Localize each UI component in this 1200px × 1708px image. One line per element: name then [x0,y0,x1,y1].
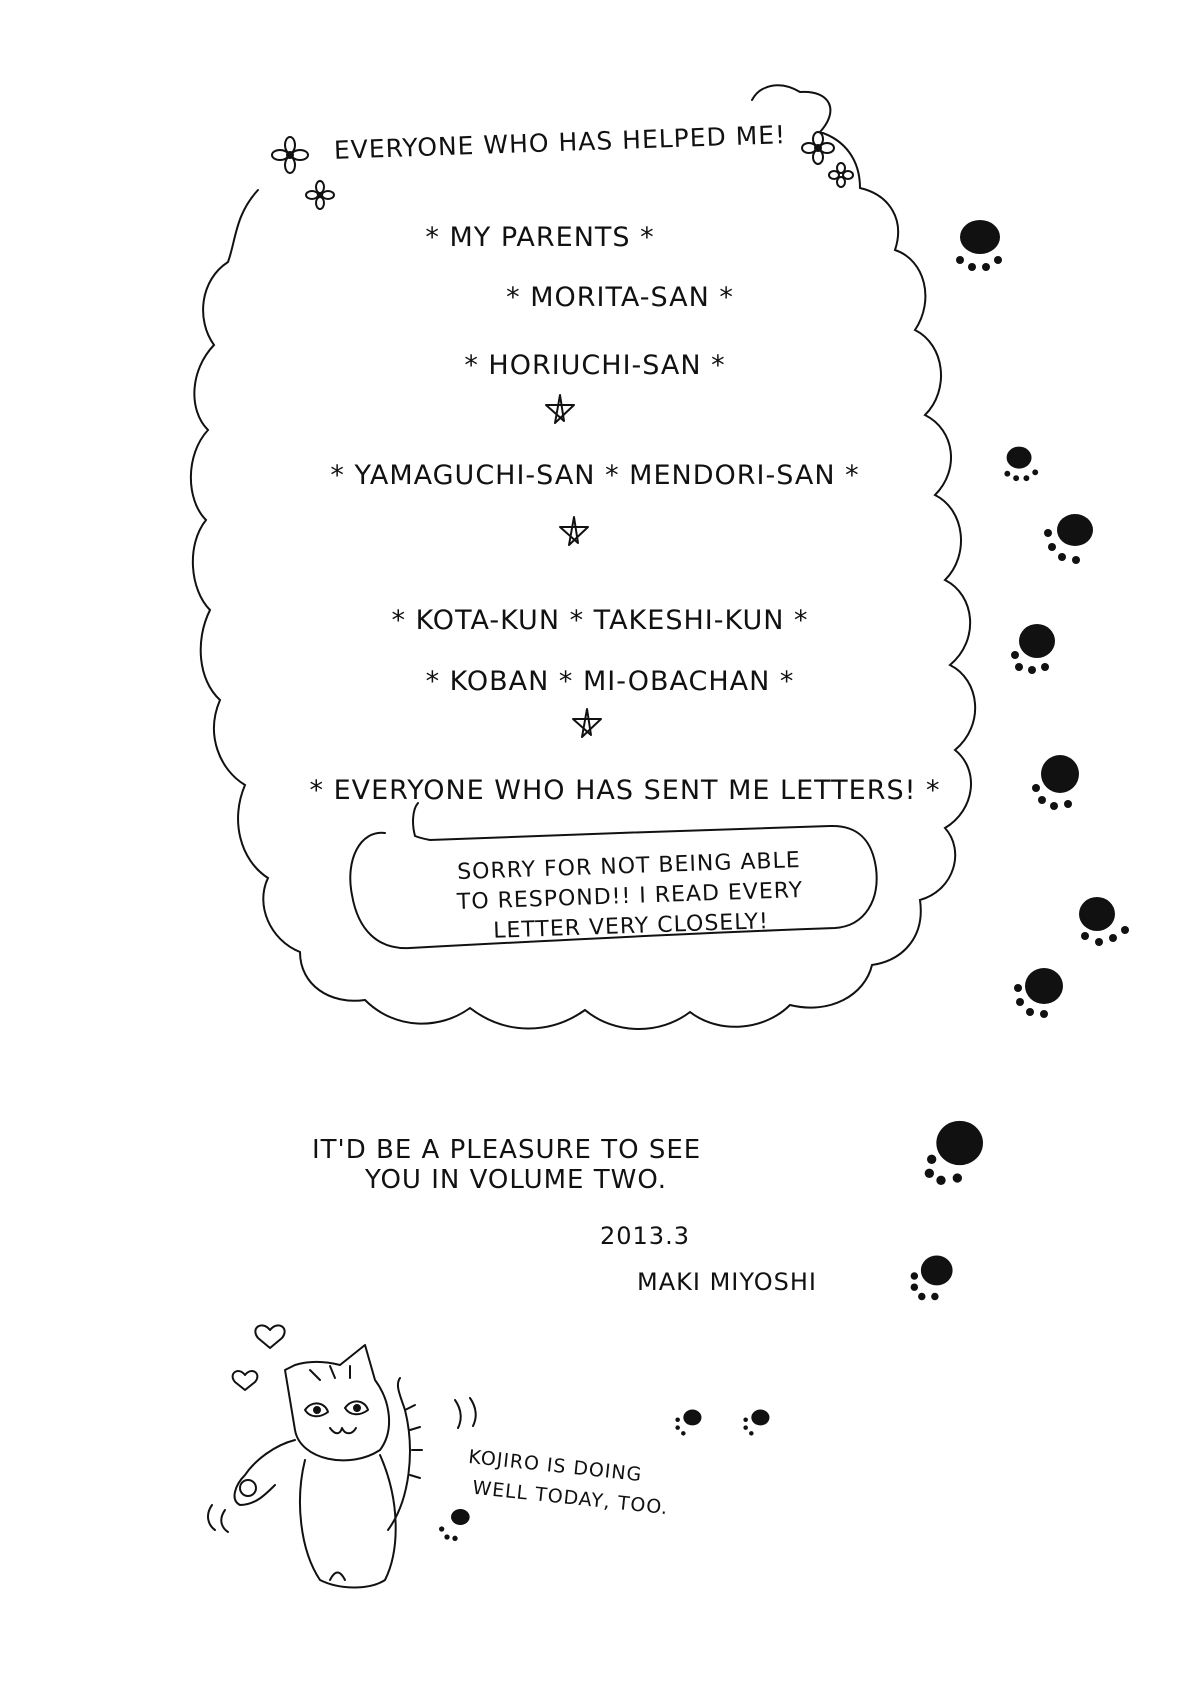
paw-print-icon [1000,440,1044,484]
closing-date: 2013.3 [600,1222,690,1250]
thanks-line: * YAMAGUCHI-SAN * MENDORI-SAN * [330,460,860,491]
paw-print-icon [740,1405,774,1439]
thanks-line: * KOTA-KUN * TAKESHI-KUN * [391,605,809,636]
thanks-line: * HORIUCHI-SAN * [464,350,726,381]
thanks-line: * MORITA-SAN * [506,282,734,313]
cat-caption-line-2: WELL TODAY, TOO. [471,1476,670,1520]
letters-note: SORRY FOR NOT BEING ABLE TO RESPOND!! I READ EVERY LETTER VERY CLOSELY! [456,848,804,944]
thanks-line: * MY PARENTS * [425,222,655,253]
flower-icon [828,162,854,188]
paw-print-icon [672,1405,706,1439]
paw-print-icon [905,1248,961,1304]
paw-print-icon [950,215,1010,275]
heading: EVERYONE WHO HAS HELPED ME! [333,120,787,165]
closing-line-2: YOU IN VOLUME TWO. [365,1165,668,1195]
closing-line-1: IT'D BE A PLEASURE TO SEE [312,1135,702,1165]
flower-icon [270,135,310,175]
thanks-line: * KOBAN * MI-OBACHAN * [425,666,795,697]
thanks-line: * EVERYONE WHO HAS SENT ME LETTERS! * [309,775,941,806]
star-icon [557,515,591,549]
paw-print-icon [435,1505,475,1545]
paw-print-icon [1030,750,1090,810]
paw-print-icon [1040,505,1100,565]
star-icon [543,393,577,427]
paw-print-icon [1075,890,1135,950]
cat-caption-line-1: KOJIRO IS DOING [467,1445,644,1487]
paw-print-icon [1005,615,1065,675]
paw-print-icon [920,1115,990,1185]
cat-illustration [200,1300,460,1600]
star-icon [570,707,604,741]
paw-print-icon [1010,960,1070,1020]
author-name: MAKI MIYOSHI [637,1268,817,1296]
flower-icon [305,180,335,210]
